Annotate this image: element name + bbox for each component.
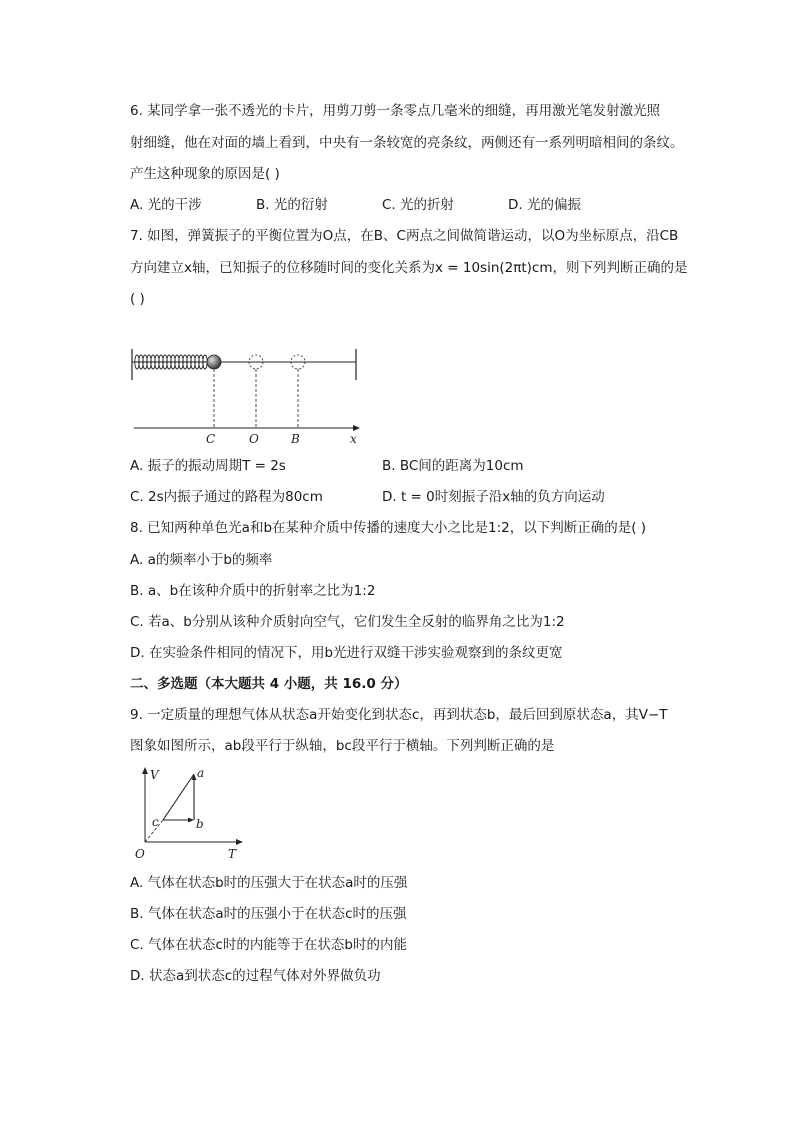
ball-at-c	[207, 355, 221, 369]
label-o: O	[249, 432, 259, 446]
q9-option-b: B. 气体在状态a时的压强小于在状态c时的压强	[130, 906, 407, 922]
q7-stem-line-3: ( )	[130, 291, 145, 307]
q6-option-a: A. 光的干涉	[130, 197, 202, 213]
q9-stem-line-1: 9. 一定质量的理想气体从状态a开始变化到状态c，再到状态b，最后回到原状态a，其V−T	[130, 707, 668, 723]
q6-option-d: D. 光的偏振	[508, 197, 581, 213]
q7-option-b: B. BC间的距离为10cm	[382, 458, 524, 474]
q9-stem-line-2: 图象如图所示，ab段平行于纵轴，bc段平行于横轴。下列判断正确的是	[130, 738, 555, 754]
q6-option-b: B. 光的衍射	[256, 197, 328, 213]
q8-stem-line-1: 8. 已知两种单色光a和b在某种介质中传播的速度大小之比是1:2，以下判断正确的是( )	[130, 520, 647, 536]
q6-stem-line-3: 产生这种现象的原因是( )	[130, 166, 280, 182]
q7-stem-line-1: 7. 如图，弹簧振子的平衡位置为O点，在B、C两点之间做简谐运动，以O为坐标原点，沿CB	[130, 228, 679, 244]
spring-oscillator-figure	[125, 342, 365, 448]
q7-option-a: A. 振子的振动周期T = 2s	[130, 458, 286, 474]
q8-option-b: B. a、b在该种介质中的折射率之比为1:2	[130, 583, 376, 599]
q7-stem-line-2: 方向建立x轴，已知振子的位移随时间的变化关系为x = 10sin(2πt)cm，则下列判断正确的是	[130, 260, 688, 276]
q9-option-c: C. 气体在状态c时的内能等于在状态b时的内能	[130, 937, 407, 953]
label-b: b	[196, 817, 204, 831]
q9-option-a: A. 气体在状态b时的压强大于在状态a时的压强	[130, 875, 408, 891]
label-b: B	[291, 432, 300, 446]
q8-option-d: D. 在实验条件相同的情况下，用b光进行双缝干涉实验观察到的条纹更宽	[130, 645, 563, 661]
label-c: c	[152, 815, 159, 829]
label-a: a	[197, 766, 205, 780]
q9-option-d: D. 状态a到状态c的过程气体对外界做负功	[130, 968, 381, 984]
label-c: C	[206, 432, 216, 446]
q6-stem-line-2: 射细缝，他在对面的墙上看到，中央有一条较宽的亮条纹，两侧还有一系列明暗相间的条纹。	[130, 135, 684, 151]
q6-stem-line-1: 6. 某同学拿一张不透光的卡片，用剪刀剪一条零点几毫米的细缝，再用激光笔发射激光照	[130, 103, 661, 119]
label-x: x	[350, 432, 357, 446]
vt-graph-figure	[128, 762, 248, 862]
q7-option-c: C. 2s内振子通过的路程为80cm	[130, 489, 323, 505]
q7-option-d: D. t = 0时刻振子沿x轴的负方向运动	[382, 489, 605, 505]
label-v: V	[150, 768, 159, 782]
q8-option-c: C. 若a、b分别从该种介质射向空气，它们发生全反射的临界角之比为1:2	[130, 614, 565, 630]
q8-option-a: A. a的频率小于b的频率	[130, 552, 273, 568]
q6-option-c: C. 光的折射	[382, 197, 455, 213]
section-heading-multiple-choice: 二、多选题（本大题共 4 小题，共 16.0 分）	[130, 676, 408, 692]
label-origin: O	[135, 847, 145, 861]
label-t: T	[228, 847, 237, 861]
